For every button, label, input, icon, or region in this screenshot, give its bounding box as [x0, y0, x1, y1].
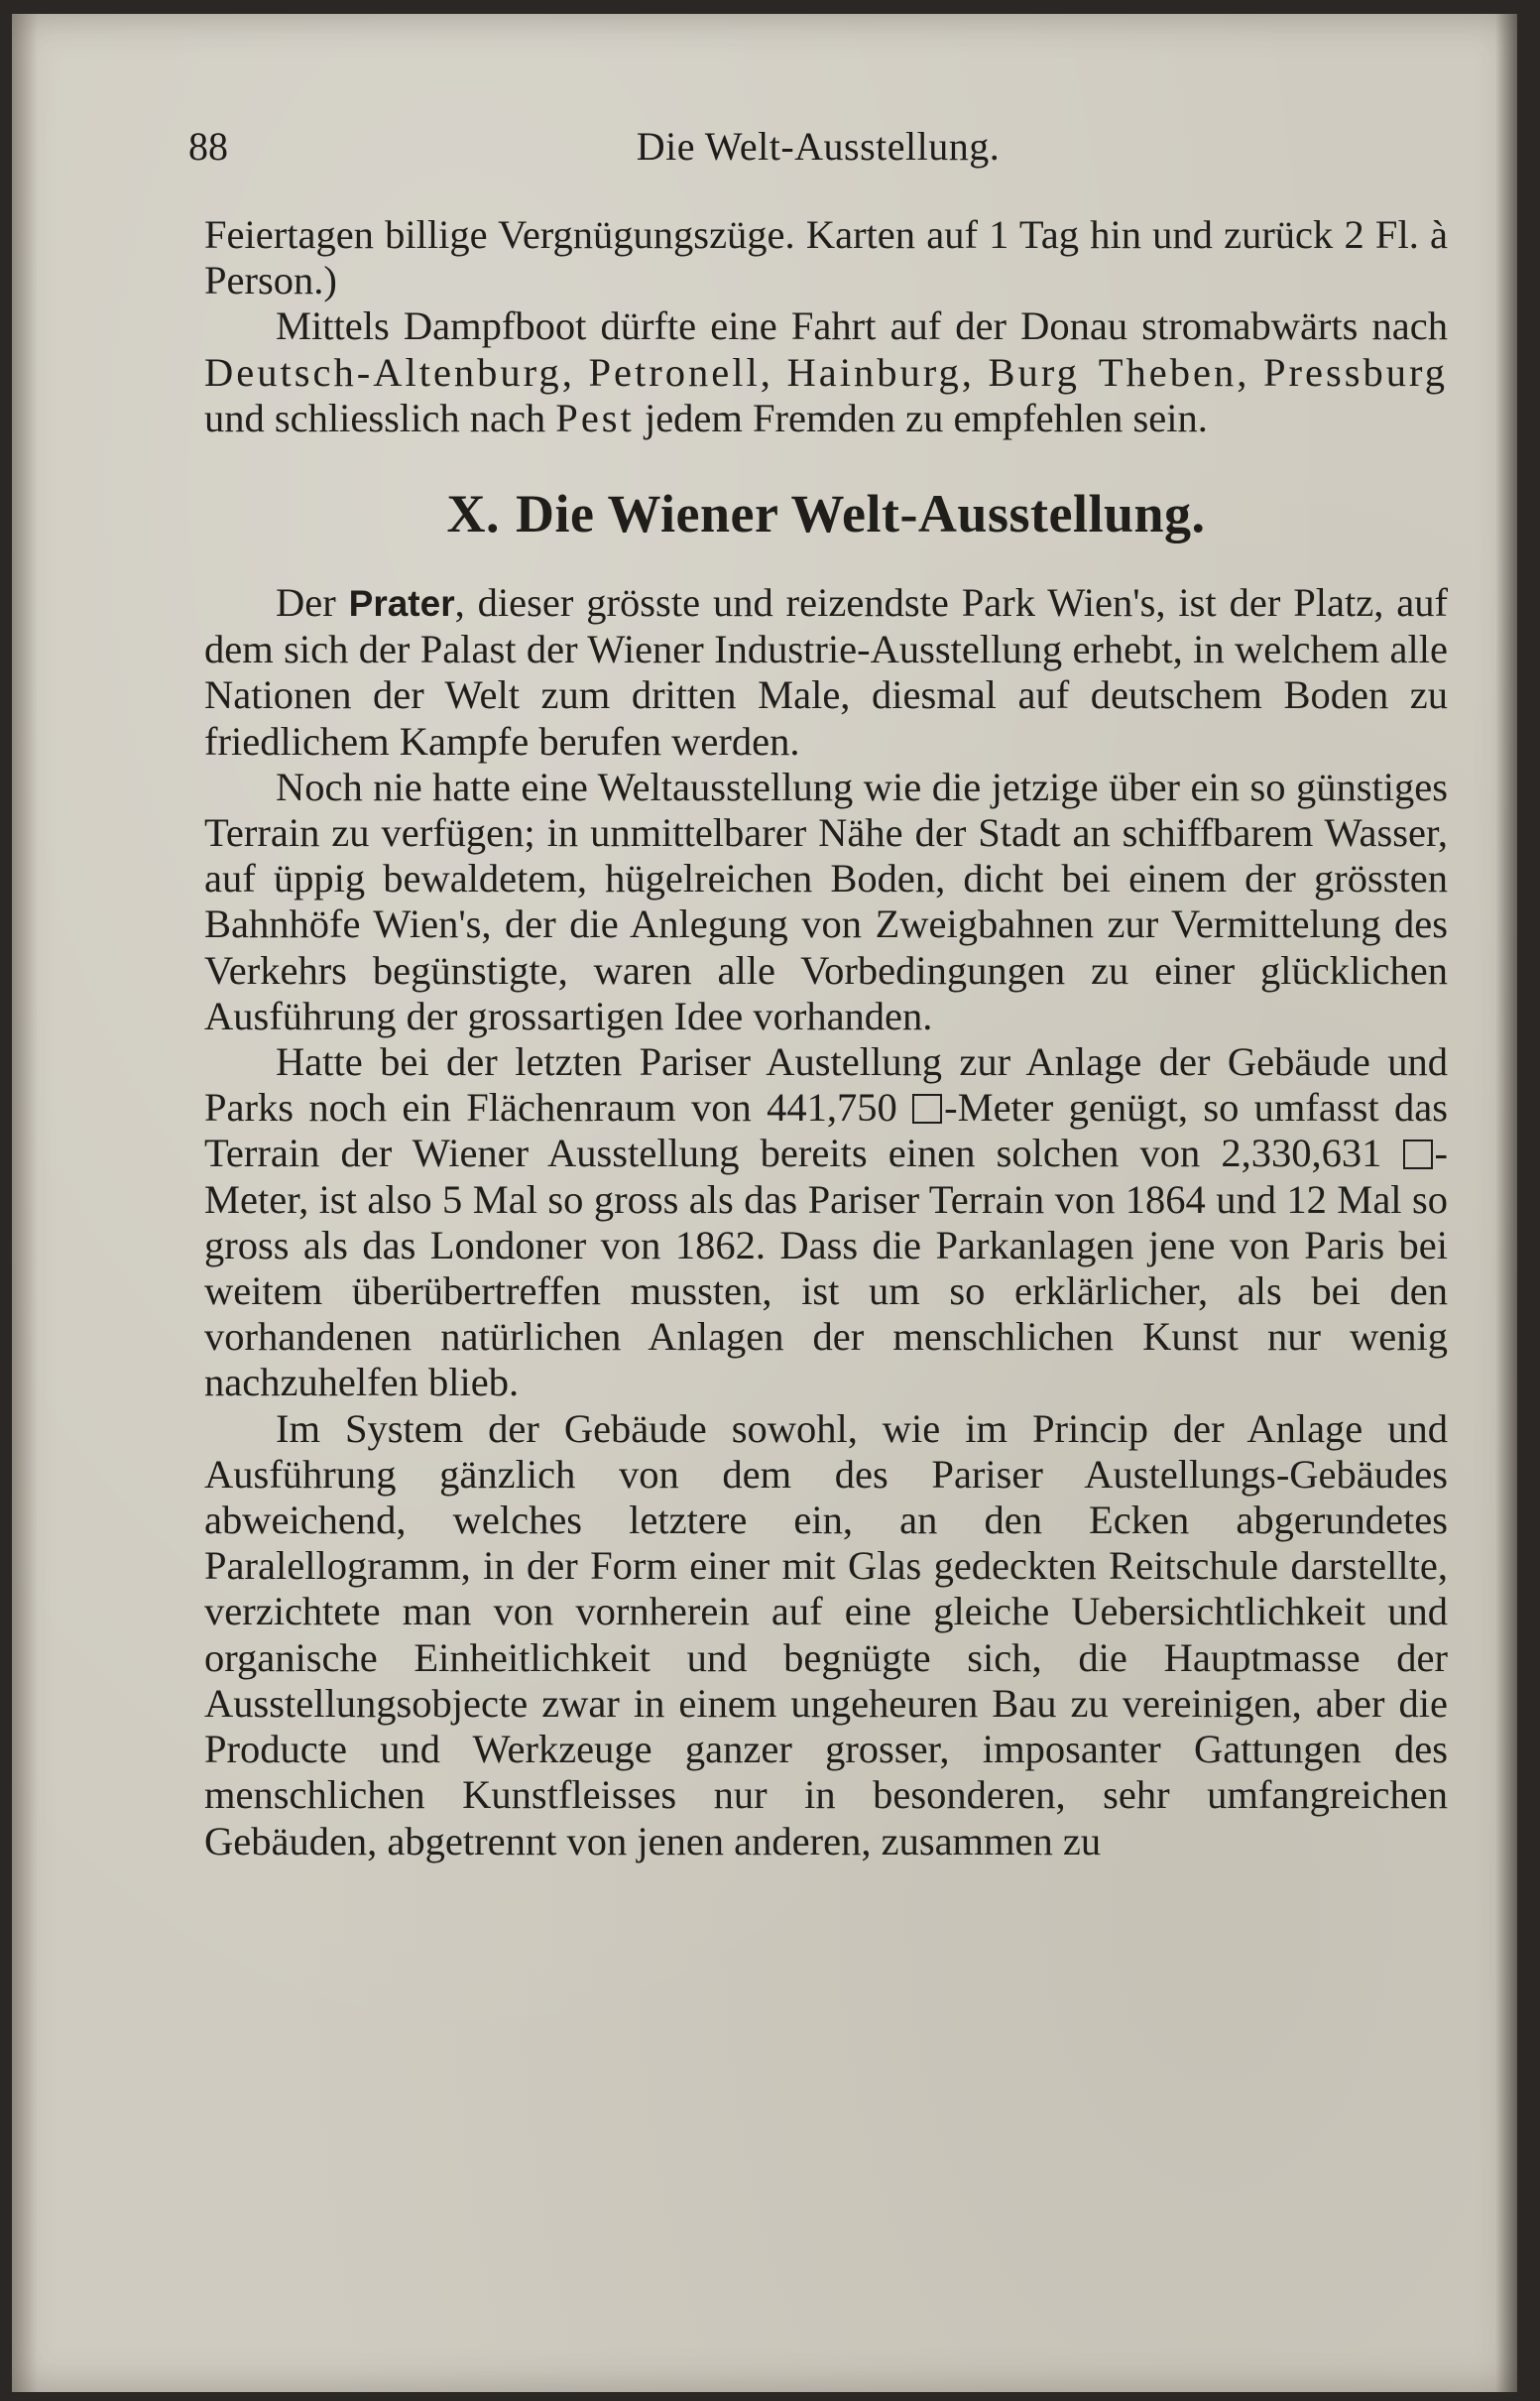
place-name: Pressburg: [1263, 349, 1449, 395]
text-run: Der: [276, 580, 349, 626]
text-run: -Meter: [204, 1131, 1448, 1222]
running-title: Die Welt-Ausstellung.: [636, 124, 1001, 169]
place-name: Hainburg: [786, 349, 962, 395]
prater-emphasis: Prater: [348, 583, 455, 625]
text-run: und schliesslich nach: [204, 395, 556, 440]
text-block: [204, 212, 1448, 1864]
place-name: Pest: [555, 395, 635, 440]
text-run: ,: [760, 349, 787, 395]
paragraph-terrain: Noch nie hatte eine Weltausstellung wie die jetzige über ein so günstiges Terrain zu verfügen; in unmittelbarer Nähe der Stadt an schiffbarem Wasser, auf üppig bewaldetem, hügelreichen Boden, dicht bei einem der grössten Bahnhöfe Wien's, der die Anlegung von Zweigbahnen zur Vermittelung des Verkehrs begünstigte, waren alle Vorbedingungen zu einer glücklichen Ausführung der grossartigen Idee vorhanden.: [204, 764, 1448, 1038]
place-name: Petronell: [588, 349, 761, 395]
text-run: , dieser grösste und reizendste Park Wien's, ist der Platz, auf dem sich der Palast der Wiener Industrie-Ausstellung erhebt, in welchem alle Nationen der Welt zum dritten Male, diesmal auf deutschem Boden zu friedlichem Kampfe berufen werden.: [204, 580, 1448, 764]
page-edge-shadow: [1495, 14, 1517, 2392]
paragraph-prater: [204, 580, 1448, 765]
running-head: [188, 123, 1448, 179]
square-symbol-icon: [912, 1094, 942, 1124]
paragraph-area: [204, 1039, 1448, 1406]
text-run: ,: [561, 349, 589, 395]
text-run: , ist also 5 Mal so gross als das Pariser Terrain von 1864 und 12 Mal so gross als das Londoner von 1862. Dass die Parkanlagen jene von Paris bei weitem überübertreffen mussten, ist um so erklärlicher, als bei den vorhandenen natürlichen Anlagen der menschlichen Kunst nur wenig nachzuhelfen blieb.: [204, 1176, 1448, 1405]
section-number: X.: [446, 484, 500, 544]
place-name: Deutsch-Altenburg: [204, 349, 562, 395]
text-run: Mittels Dampfboot dürfte eine Fahrt auf der Donau stromabwärts nach: [276, 303, 1448, 349]
text-run: genügt, so umfasst das Terrain der Wiener Ausstellung bereits einen solchen von 2,330,631: [204, 1085, 1449, 1176]
page-gutter-shadow: [12, 14, 38, 2392]
paragraph-danube-trip: [204, 303, 1448, 441]
page-number: 88: [188, 124, 228, 169]
square-symbol-icon: [1403, 1140, 1433, 1169]
section-title: Die Wiener Welt-Ausstellung.: [515, 484, 1206, 544]
text-run: jedem Fremden zu empfehlen sein.: [634, 395, 1208, 440]
paragraph-continuation: Feiertagen billige Vergnügungszüge. Karten auf 1 Tag hin und zurück 2 Fl. à Person.): [204, 212, 1448, 303]
paragraph-buildings: Im System der Gebäude sowohl, wie im Princip der Anlage und Ausführung gänzlich von dem des Pariser Austellungs-Gebäudes abweichend, welches letztere ein, an den Ecken abgerundetes Paralellogramm, in der Form einer mit Glas gedeckten Reitschule darstellte, verzichtete man von vornherein auf eine gleiche Uebersichtlichkeit und organische Einheitlichkeit und begnügte sich, die Hauptmasse der Ausstellungsobjecte zwar in einem ungeheuren Bau zu vereinigen, aber die Producte und Werkzeuge ganzer grosser, imposanter Gattungen des menschlichen Kunstfleisses nur in besonderen, sehr umfangreichen Gebäuden, abgetrennt von jenen anderen, zusammen zu: [204, 1405, 1448, 1863]
section-heading: [204, 481, 1448, 546]
book-page: [12, 14, 1517, 2392]
text-run: -Meter: [944, 1085, 1054, 1131]
text-run: ,: [1237, 349, 1263, 395]
text-run: ,: [961, 349, 989, 395]
text-run: Hatte bei der letzten Pariser Austellung zur Anlage der Gebäude und Parks noch ein Flächenraum von 441,750: [204, 1039, 1448, 1131]
place-name: Burg Theben: [988, 349, 1238, 395]
